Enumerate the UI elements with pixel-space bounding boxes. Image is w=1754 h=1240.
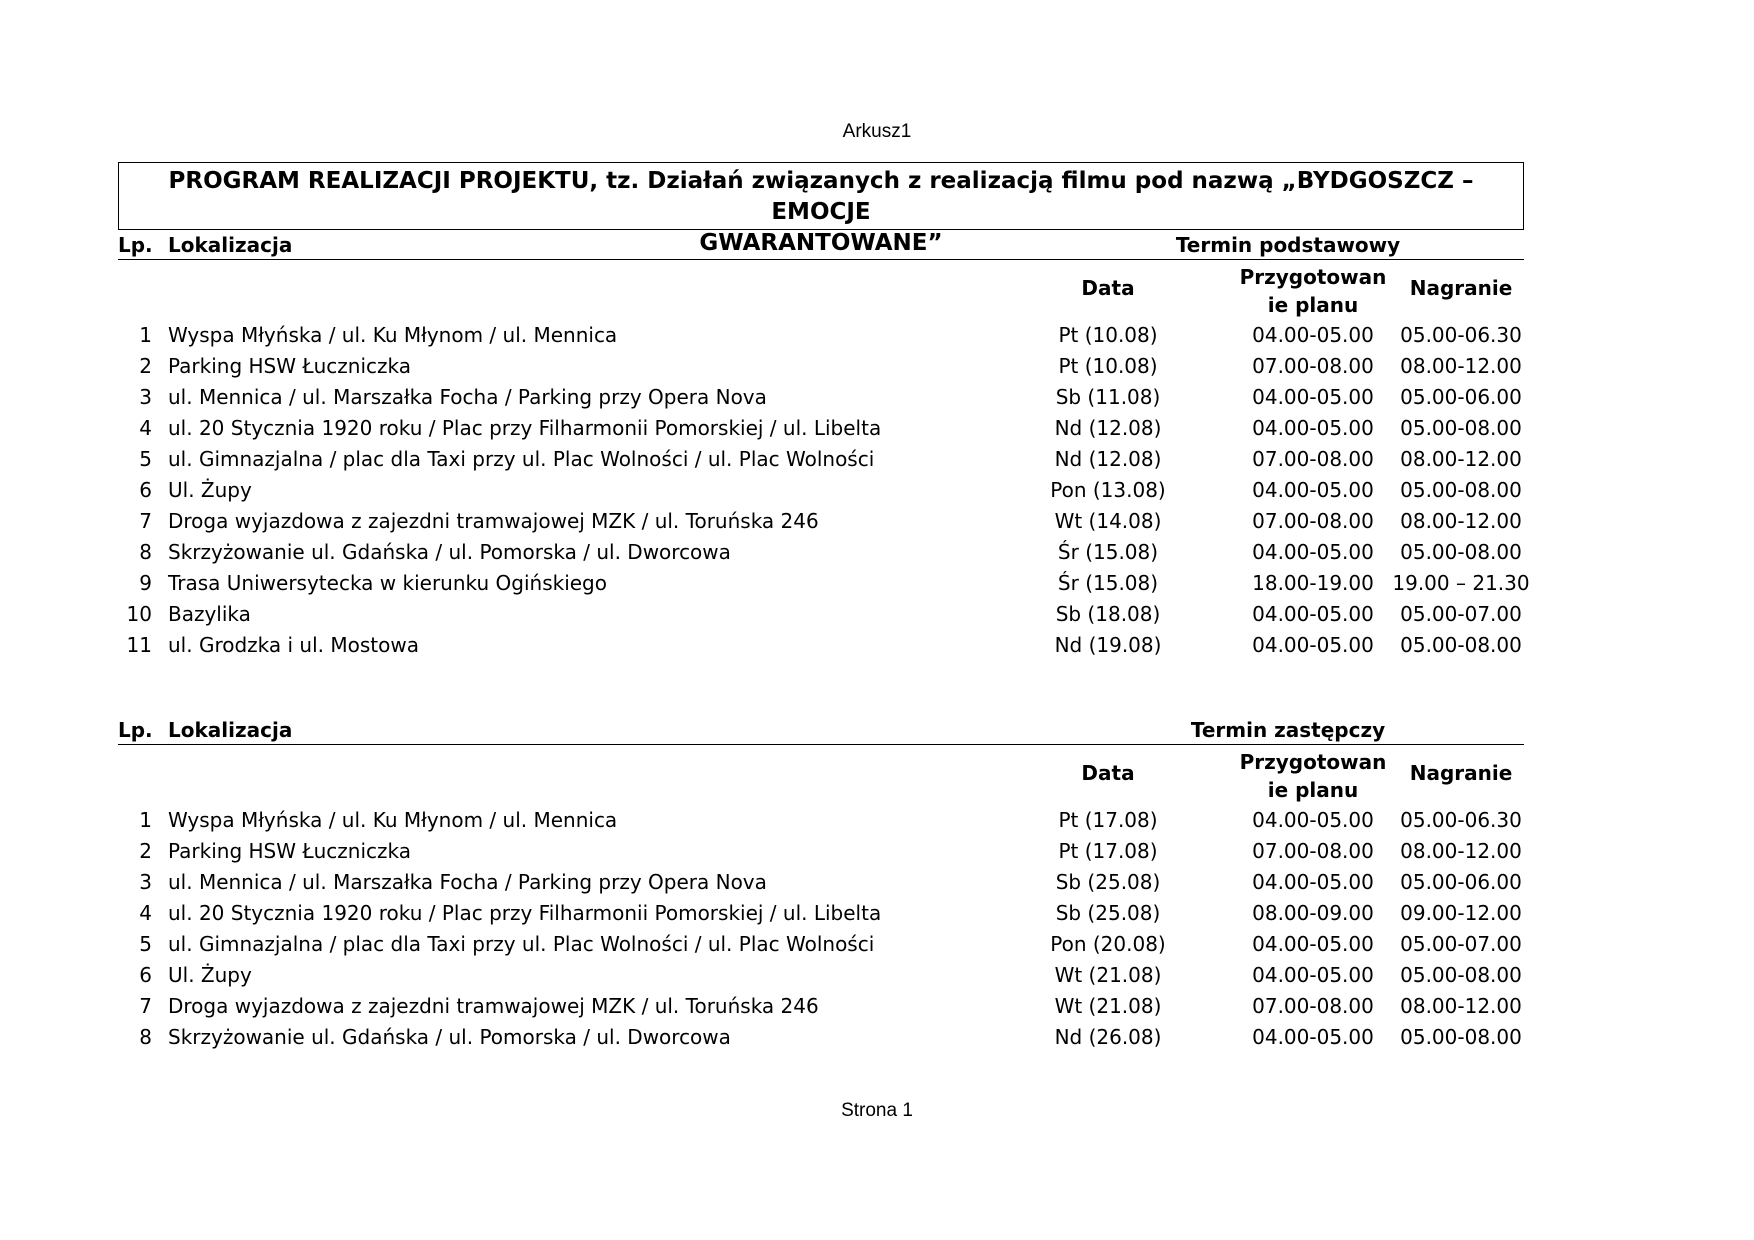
row-location: ul. Grodzka i ul. Mostowa: [168, 633, 419, 657]
row-number: 7: [139, 509, 152, 533]
row-prep-time: 04.00-05.00: [1252, 385, 1374, 409]
row-number: 5: [139, 447, 152, 471]
row-date: Sb (25.08): [1055, 901, 1161, 925]
row-number: 4: [139, 901, 152, 925]
col-recording-header: Nagranie: [1409, 761, 1513, 785]
row-recording-time: 08.00-12.00: [1400, 354, 1522, 378]
table-row: [118, 444, 1524, 475]
row-number: 1: [139, 323, 152, 347]
table-row: [118, 929, 1524, 960]
term-label: Termin zastępczy: [1190, 718, 1386, 742]
col-prep-header-line2: ie planu: [1267, 293, 1359, 317]
row-number: 7: [139, 994, 152, 1018]
row-date: Nd (19.08): [1054, 633, 1162, 657]
term-label: Termin podstawowy: [1175, 233, 1401, 257]
table-subheader: [118, 260, 1524, 320]
row-recording-time: 05.00-08.00: [1400, 416, 1522, 440]
row-recording-time: 05.00-06.00: [1400, 385, 1522, 409]
table-row: [118, 568, 1530, 599]
row-prep-time: 04.00-05.00: [1252, 323, 1374, 347]
row-date: Sb (18.08): [1055, 602, 1161, 626]
title-line-1: PROGRAM REALIZACJI PROJEKTU, tz. Działań związanych z realizacją filmu pod nazwą „BYDGOSZCZ – EMOCJE: [168, 168, 1474, 225]
row-number: 2: [139, 354, 152, 378]
row-location: Parking HSW Łuczniczka: [168, 839, 411, 863]
table-row: [118, 351, 1524, 382]
row-recording-time: 05.00-06.30: [1400, 323, 1522, 347]
row-location: Bazylika: [168, 602, 251, 626]
row-location: Wyspa Młyńska / ul. Ku Młynom / ul. Mennica: [168, 808, 618, 832]
row-recording-time: 08.00-12.00: [1400, 839, 1522, 863]
table-row: [118, 382, 1524, 413]
row-location: Skrzyżowanie ul. Gdańska / ul. Pomorska / ul. Dworcowa: [168, 1025, 731, 1049]
col-lp-header: Lp.: [118, 233, 153, 257]
row-location: Parking HSW Łuczniczka: [168, 354, 411, 378]
col-location-header: Lokalizacja: [168, 718, 293, 742]
table-row: [118, 960, 1524, 991]
row-recording-time: 05.00-07.00: [1400, 602, 1522, 626]
row-date: Wt (21.08): [1054, 963, 1162, 987]
table-row: [118, 898, 1524, 929]
table-header: [118, 229, 1524, 260]
col-date-header: Data: [1081, 276, 1135, 300]
row-date: Pt (17.08): [1058, 839, 1158, 863]
row-recording-time: 05.00-08.00: [1400, 633, 1522, 657]
row-location: ul. 20 Stycznia 1920 roku / Plac przy Filharmonii Pomorskiej / ul. Libelta: [168, 901, 882, 925]
row-number: 3: [139, 870, 152, 894]
row-prep-time: 07.00-08.00: [1252, 839, 1374, 863]
col-date-header: Data: [1081, 761, 1135, 785]
row-recording-time: 19.00 – 21.30: [1392, 571, 1530, 595]
row-prep-time: 04.00-05.00: [1252, 540, 1374, 564]
row-number: 9: [139, 571, 152, 595]
row-date: Pon (20.08): [1050, 932, 1166, 956]
row-date: Pon (13.08): [1050, 478, 1166, 502]
row-prep-time: 18.00-19.00: [1252, 571, 1374, 595]
row-location: Trasa Uniwersytecka w kierunku Ogińskiego: [168, 571, 607, 595]
row-number: 6: [139, 478, 152, 502]
row-prep-time: 04.00-05.00: [1252, 478, 1374, 502]
col-prep-header: [1238, 263, 1388, 319]
row-number: 8: [139, 1025, 152, 1049]
table-row: [118, 991, 1524, 1022]
row-number: 4: [139, 416, 152, 440]
row-prep-time: 04.00-05.00: [1252, 416, 1374, 440]
row-prep-time: 04.00-05.00: [1252, 1025, 1374, 1049]
row-prep-time: 07.00-08.00: [1252, 447, 1374, 471]
table-row: [118, 537, 1524, 568]
table-row: [118, 475, 1524, 506]
row-prep-time: 04.00-05.00: [1252, 633, 1374, 657]
table-body: [118, 805, 1524, 1053]
row-prep-time: 08.00-09.00: [1252, 901, 1374, 925]
col-prep-header: [1238, 748, 1388, 804]
row-location: Ul. Żupy: [168, 478, 252, 502]
row-prep-time: 07.00-08.00: [1252, 509, 1374, 533]
row-location: Skrzyżowanie ul. Gdańska / ul. Pomorska / ul. Dworcowa: [168, 540, 731, 564]
col-recording-header: Nagranie: [1409, 276, 1513, 300]
title-line-2: GWARANTOWANE”: [699, 230, 943, 256]
col-prep-header-line1: Przygotowan: [1239, 265, 1387, 289]
table-row: [118, 320, 1524, 351]
table-backup: [118, 714, 1524, 1053]
row-prep-time: 04.00-05.00: [1252, 808, 1374, 832]
table-row: [118, 599, 1524, 630]
row-prep-time: 04.00-05.00: [1252, 870, 1374, 894]
row-recording-time: 05.00-08.00: [1400, 963, 1522, 987]
row-location: ul. Gimnazjalna / plac dla Taxi przy ul. Plac Wolności / ul. Plac Wolności: [168, 447, 875, 471]
row-recording-time: 05.00-08.00: [1400, 1025, 1522, 1049]
row-recording-time: 08.00-12.00: [1400, 509, 1522, 533]
sheet-name: Arkusz1: [842, 121, 912, 142]
col-prep-header-line2: ie planu: [1267, 778, 1359, 802]
table-row: [118, 630, 1524, 661]
row-date: Sb (25.08): [1055, 870, 1161, 894]
page-footer: Strona 1: [841, 1100, 913, 1121]
row-number: 10: [126, 602, 152, 626]
table-row: [118, 1022, 1524, 1053]
row-prep-time: 04.00-05.00: [1252, 932, 1374, 956]
row-recording-time: 05.00-08.00: [1400, 540, 1522, 564]
col-lp-header: Lp.: [118, 718, 153, 742]
row-number: 3: [139, 385, 152, 409]
row-recording-time: 05.00-07.00: [1400, 932, 1522, 956]
row-location: ul. 20 Stycznia 1920 roku / Plac przy Filharmonii Pomorskiej / ul. Libelta: [168, 416, 882, 440]
row-location: Droga wyjazdowa z zajezdni tramwajowej MZK / ul. Toruńska 246: [168, 994, 819, 1018]
row-prep-time: 04.00-05.00: [1252, 602, 1374, 626]
row-date: Wt (21.08): [1054, 994, 1162, 1018]
row-prep-time: 07.00-08.00: [1252, 354, 1374, 378]
row-date: Pt (17.08): [1058, 808, 1158, 832]
row-number: 5: [139, 932, 152, 956]
table-row: [118, 836, 1524, 867]
row-prep-time: 04.00-05.00: [1252, 963, 1374, 987]
table-row: [118, 506, 1524, 537]
row-date: Nd (12.08): [1054, 416, 1162, 440]
row-prep-time: 07.00-08.00: [1252, 994, 1374, 1018]
row-number: 1: [139, 808, 152, 832]
row-date: Sb (11.08): [1055, 385, 1161, 409]
col-location-header: Lokalizacja: [168, 233, 293, 257]
row-location: Ul. Żupy: [168, 963, 252, 987]
row-number: 6: [139, 963, 152, 987]
table-row: [118, 805, 1524, 836]
row-date: Pt (10.08): [1058, 354, 1158, 378]
table-body: [118, 320, 1530, 661]
row-location: ul. Mennica / ul. Marszałka Focha / Parking przy Opera Nova: [168, 385, 767, 409]
row-date: Śr (15.08): [1057, 540, 1159, 564]
row-location: ul. Gimnazjalna / plac dla Taxi przy ul. Plac Wolności / ul. Plac Wolności: [168, 932, 875, 956]
table-row: [118, 413, 1524, 444]
row-number: 2: [139, 839, 152, 863]
table-basic: [118, 229, 1530, 661]
row-date: Nd (12.08): [1054, 447, 1162, 471]
table-row: [118, 867, 1524, 898]
row-location: Wyspa Młyńska / ul. Ku Młynom / ul. Mennica: [168, 323, 618, 347]
row-date: Nd (26.08): [1054, 1025, 1162, 1049]
table-subheader: [118, 745, 1524, 805]
row-number: 11: [126, 633, 152, 657]
row-date: Śr (15.08): [1057, 571, 1159, 595]
row-location: Droga wyjazdowa z zajezdni tramwajowej MZK / ul. Toruńska 246: [168, 509, 819, 533]
row-recording-time: 08.00-12.00: [1400, 447, 1522, 471]
row-number: 8: [139, 540, 152, 564]
row-recording-time: 08.00-12.00: [1400, 994, 1522, 1018]
row-recording-time: 05.00-06.30: [1400, 808, 1522, 832]
row-date: Pt (10.08): [1058, 323, 1158, 347]
col-prep-header-line1: Przygotowan: [1239, 750, 1387, 774]
row-recording-time: 05.00-06.00: [1400, 870, 1522, 894]
row-recording-time: 09.00-12.00: [1400, 901, 1522, 925]
row-recording-time: 05.00-08.00: [1400, 478, 1522, 502]
row-date: Wt (14.08): [1054, 509, 1162, 533]
table-header: [118, 714, 1524, 745]
row-location: ul. Mennica / ul. Marszałka Focha / Parking przy Opera Nova: [168, 870, 767, 894]
